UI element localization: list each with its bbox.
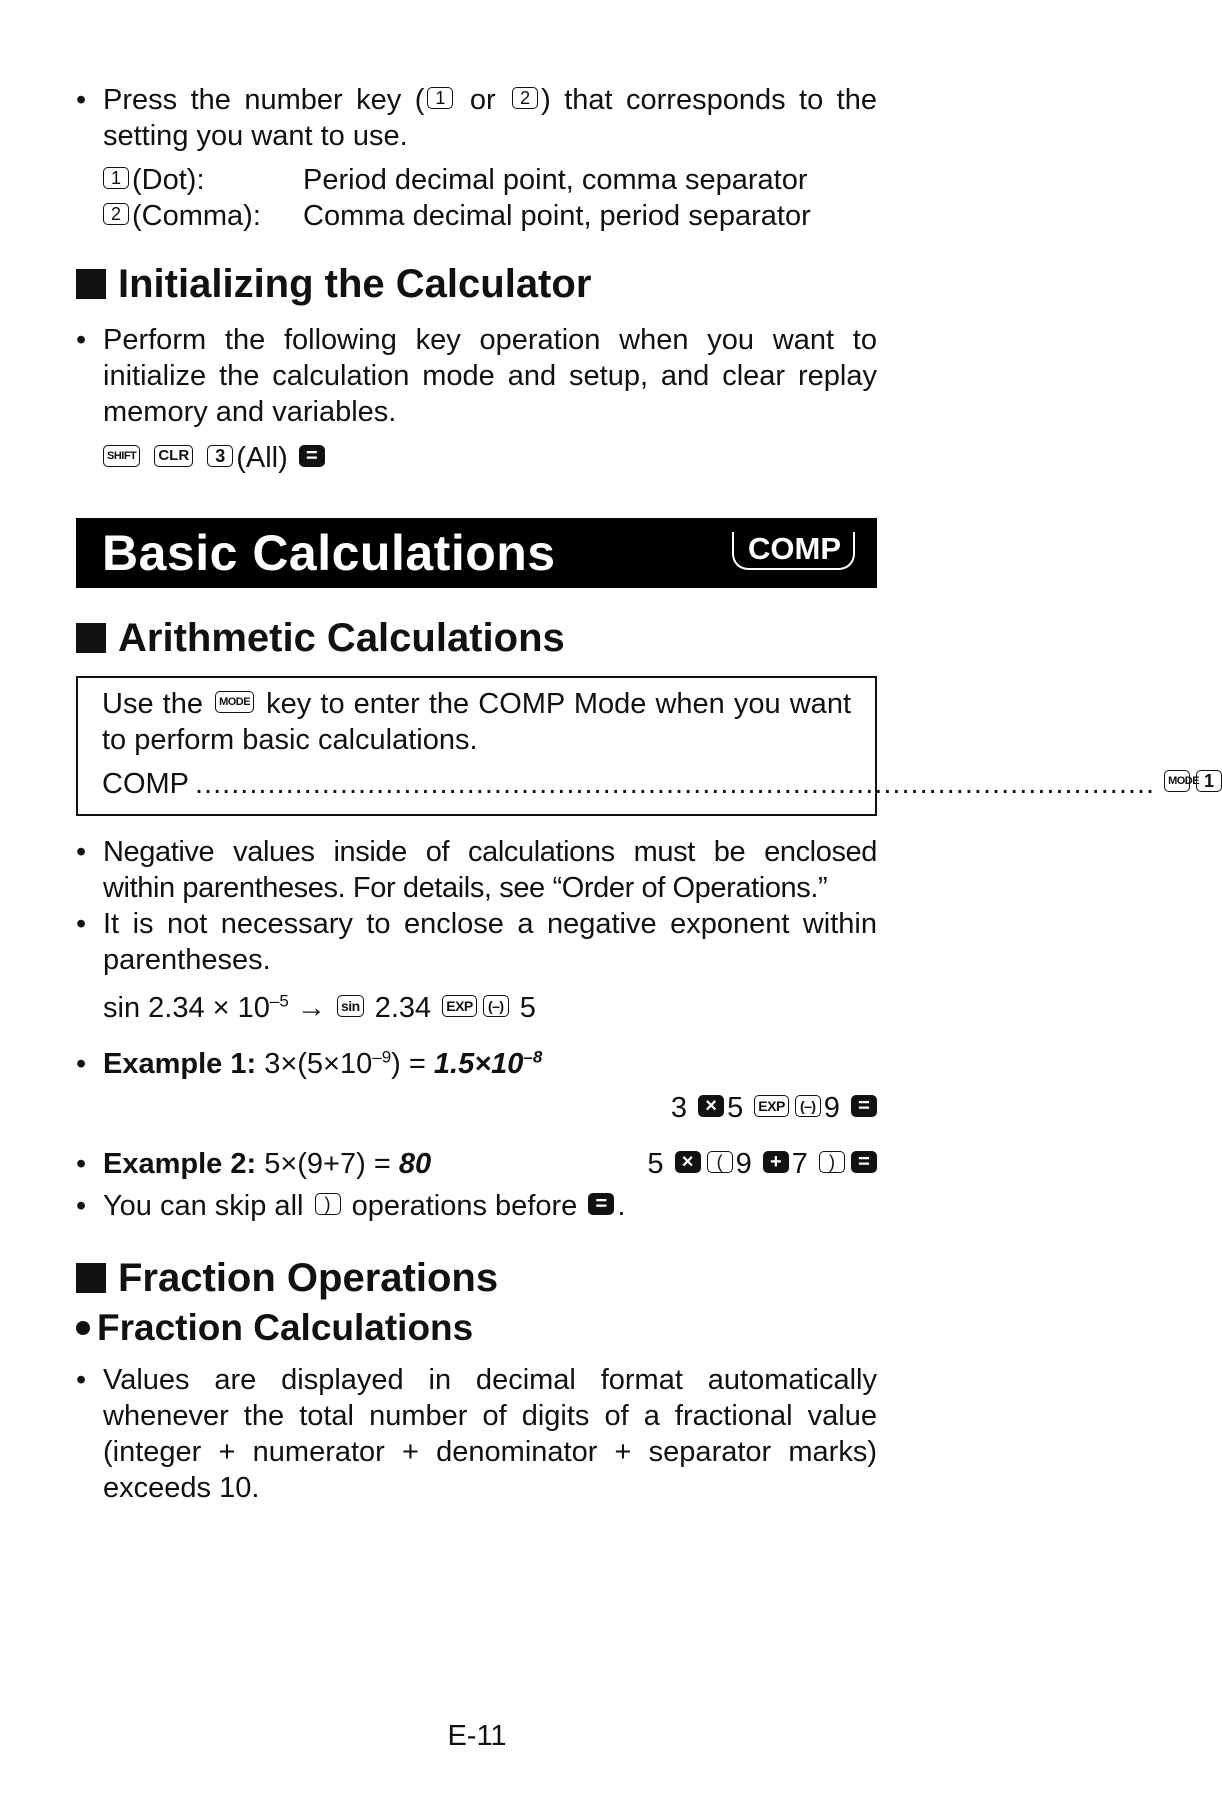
banner-title: Basic Calculations: [102, 525, 556, 581]
text: 7: [791, 1148, 808, 1180]
text: →: [288, 992, 334, 1024]
comp-line: [102, 766, 1215, 802]
key-1: 1: [427, 87, 453, 109]
key-equals: =: [851, 1151, 877, 1173]
bullet-skip-parens: [76, 1188, 877, 1224]
settings-list: [76, 162, 877, 234]
text: You can skip all: [103, 1190, 312, 1222]
key-negative: (–): [483, 995, 509, 1017]
text: Values are displayed in decimal format automatically whenever the total number of digits of a fractional value (integer + numerator + denominator + separator marks) exceeds 10.: [103, 1364, 877, 1504]
text: key to enter the COMP Mode when you want to perform basic calculations.: [102, 688, 851, 756]
key-plus: +: [763, 1151, 789, 1173]
text: It is not necessary to enclose a negative exponent within parentheses.: [103, 908, 877, 976]
key-2: 2: [512, 87, 538, 109]
key-3: 3: [207, 445, 233, 467]
bullet-fraction-display: [76, 1362, 877, 1506]
text: Perform the following key operation when you want to initialize the calculation mode and setup, and clear replay memory and variables.: [103, 324, 877, 428]
key-negative: (–): [795, 1095, 821, 1117]
heading-initializing: [76, 260, 877, 308]
heading-fraction-calculations: [76, 1306, 877, 1350]
bullet-dot: •: [76, 1048, 87, 1080]
bullet-dot: •: [76, 324, 87, 356]
text: 5: [647, 1148, 664, 1180]
text: 5: [511, 992, 536, 1024]
manual-page: [76, 82, 1215, 1506]
leader-dots: ..........................................................................................................: [195, 768, 1156, 800]
example-2-expression: [103, 1146, 431, 1182]
sin-example: [76, 990, 877, 1026]
text: 5: [727, 1092, 744, 1124]
text: 9: [735, 1148, 752, 1180]
text: .: [617, 1190, 626, 1222]
example-2-keys: [647, 1146, 877, 1182]
key-equals: =: [851, 1095, 877, 1117]
bullet-number-key: [76, 82, 877, 154]
example-1: [76, 1046, 877, 1082]
init-key-sequence: [76, 440, 877, 476]
key-close-paren: ): [315, 1193, 341, 1215]
text: ) =: [391, 1048, 434, 1080]
key-multiply: ×: [698, 1095, 724, 1117]
bullet-dot: •: [76, 908, 87, 940]
square-bullet-icon: [76, 269, 106, 299]
label: (Comma):: [132, 200, 261, 232]
exponent: –5: [269, 991, 289, 1011]
exponent: –8: [523, 1047, 543, 1067]
text: or: [456, 84, 510, 116]
heading-text: Arithmetic Calculations: [118, 616, 565, 660]
example-label: Example 1:: [103, 1048, 257, 1080]
key-2: 2: [103, 203, 129, 225]
bullet-negative-values: [76, 834, 877, 906]
key-mode: MODE: [215, 691, 254, 713]
mode-badge: COMP: [732, 532, 855, 570]
key-close-paren: ): [819, 1151, 845, 1173]
text: ×10: [474, 1048, 524, 1080]
setting-comma-label: [103, 198, 303, 234]
square-bullet-icon: [76, 1263, 106, 1293]
heading-text: Initializing the Calculator: [118, 262, 592, 306]
exponent: –9: [372, 1047, 392, 1067]
round-bullet-icon: [76, 1321, 90, 1335]
result: 80: [398, 1148, 432, 1180]
text: 5×(9+7) =: [256, 1148, 399, 1180]
key-mode: MODE: [1164, 770, 1190, 792]
heading-arithmetic: [76, 614, 877, 662]
bullet-dot: •: [76, 1190, 87, 1222]
square-bullet-icon: [76, 623, 106, 653]
example-2: [76, 1146, 877, 1182]
bullet-dot: •: [76, 1364, 87, 1396]
key-exp: EXP: [754, 1095, 789, 1117]
bullet-dot: •: [76, 836, 87, 868]
key-exp: EXP: [442, 995, 477, 1017]
key-equals: =: [299, 445, 325, 467]
bullet-init: [76, 322, 877, 430]
label: (Dot):: [132, 164, 205, 196]
heading-text: Fraction Calculations: [97, 1307, 474, 1348]
bullet-negative-exponent: [76, 906, 877, 978]
comp-mode-box: [76, 676, 1215, 816]
result: 1.5: [433, 1048, 475, 1080]
page-number: E-11: [447, 1720, 507, 1752]
key-shift: SHIFT: [103, 445, 140, 467]
text: 9: [823, 1092, 840, 1124]
text: operations before: [343, 1190, 586, 1222]
text: 3: [670, 1092, 688, 1124]
comp-label: COMP: [102, 768, 189, 800]
heading-text: Fraction Operations: [118, 1256, 499, 1300]
key-open-paren: (: [707, 1151, 733, 1173]
text: ) that corresponds to the setting you want to use.: [103, 84, 878, 152]
text: 2.34: [366, 992, 440, 1024]
key-multiply: ×: [675, 1151, 701, 1173]
setting-dot-label: [103, 162, 303, 198]
key-1: 1: [103, 167, 129, 189]
text: sin 2.34 × 10: [103, 992, 270, 1024]
key-1: 1: [1196, 770, 1222, 792]
bullet-dot: •: [76, 1148, 87, 1180]
key-equals: =: [588, 1193, 614, 1215]
example-label: Example 2:: [103, 1148, 257, 1180]
text: Press the number key (: [103, 84, 425, 116]
example-1-keys: [76, 1090, 877, 1126]
key-clr: CLR: [154, 445, 193, 467]
key-sin: sin: [337, 995, 364, 1017]
text: Negative values inside of calculations must be enclosed within parentheses. For details, see “Order of Operations.”: [103, 836, 877, 904]
heading-fraction-operations: [76, 1254, 877, 1302]
bullet-dot: •: [76, 84, 87, 116]
setting-dot-desc: Period decimal point, comma separator: [303, 164, 808, 196]
text: (All): [236, 442, 288, 474]
text: Use the: [102, 688, 213, 720]
text: 3×(5×10: [256, 1048, 373, 1080]
setting-comma-desc: Comma decimal point, period separator: [303, 200, 811, 232]
section-banner: [76, 518, 877, 588]
box-text: [102, 686, 851, 758]
